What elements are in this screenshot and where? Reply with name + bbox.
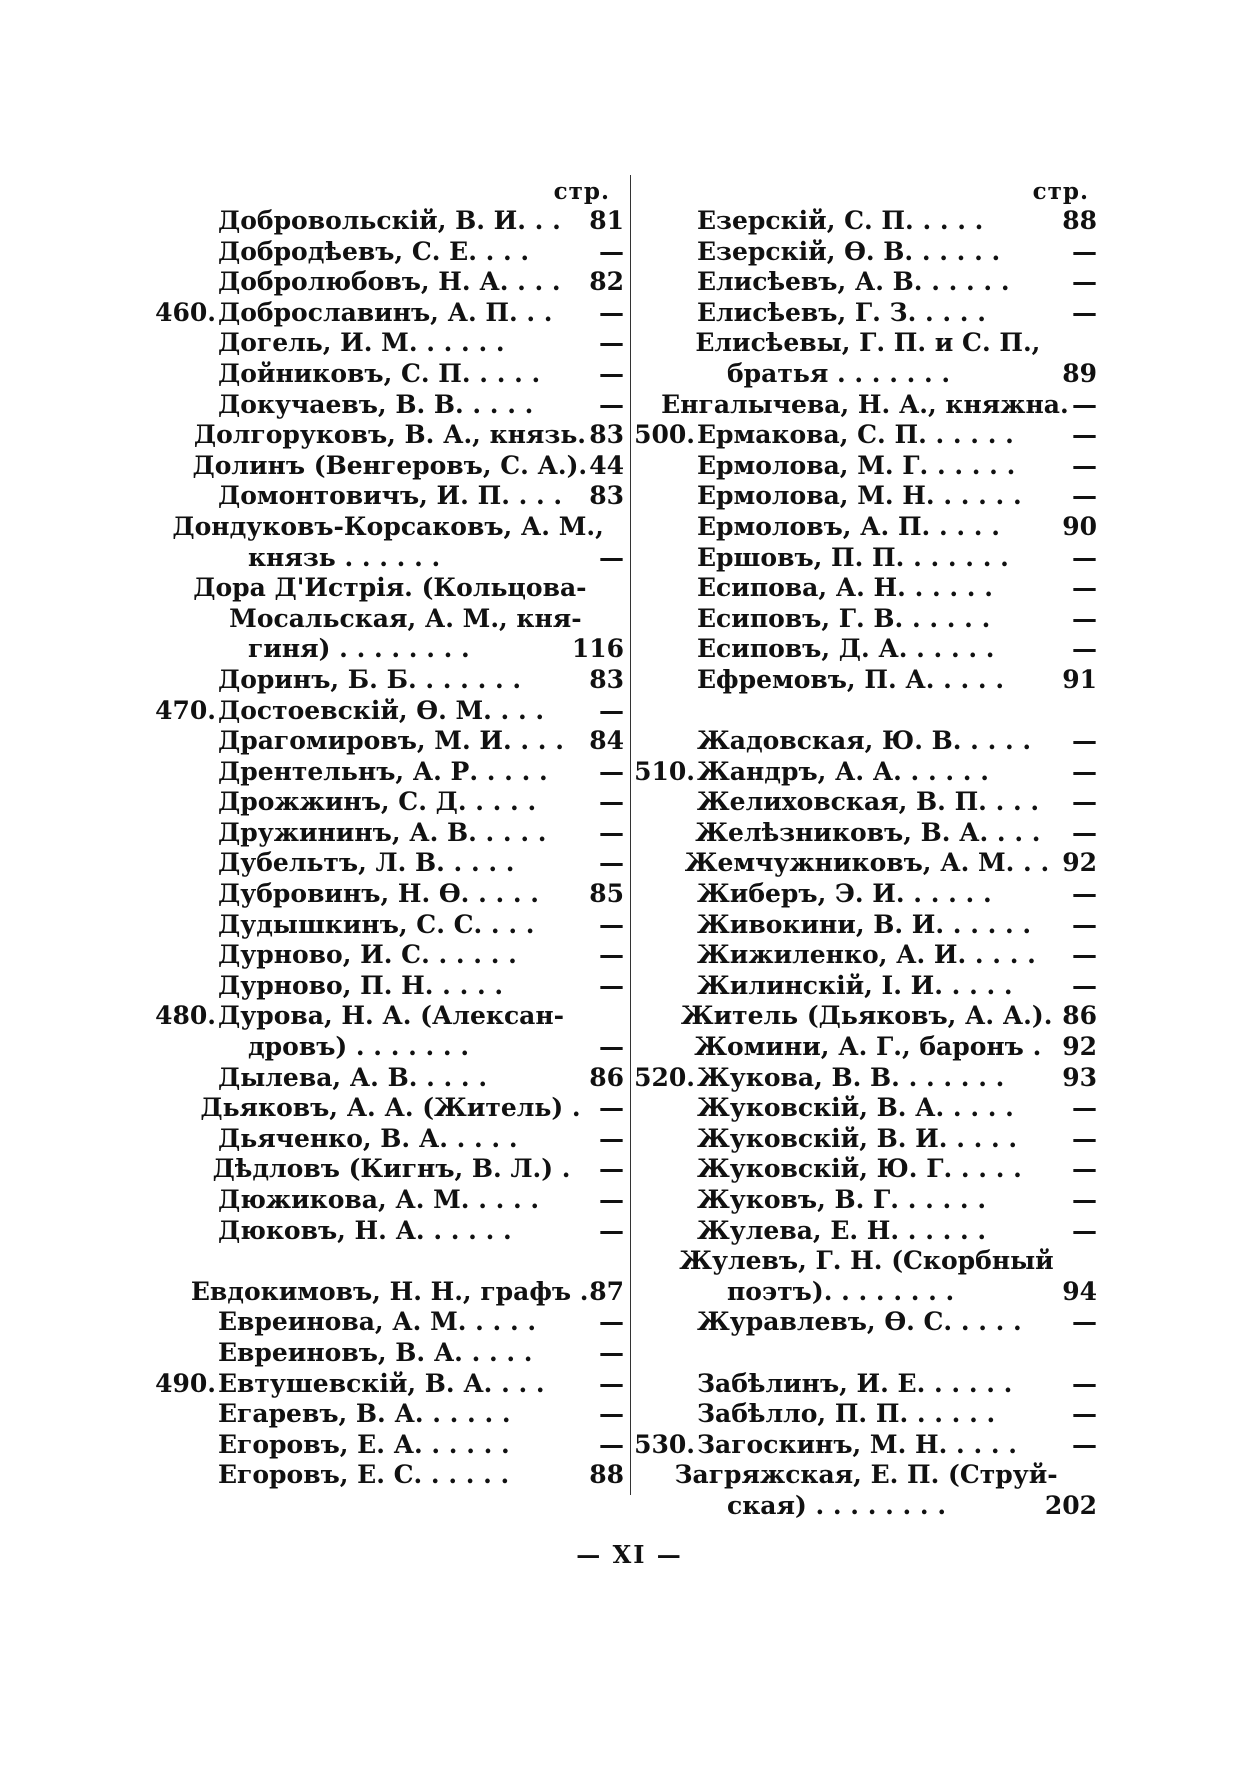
entry-name: Живокини, В. И. . . . . . (697, 909, 1032, 939)
index-entry (625, 1124, 1097, 1155)
entry-name: Жижиленко, А. И. . . . . (697, 940, 1036, 970)
index-entry (146, 1001, 624, 1032)
entry-name: Драгомировъ, М. И. . . . (218, 726, 564, 756)
entry-page: — (599, 1429, 624, 1459)
entry-page: — (599, 389, 624, 419)
entry-page: — (599, 1399, 624, 1429)
entry-name: Дурново, И. С. . . . . . (218, 940, 517, 970)
index-entry (146, 604, 624, 635)
index-entry (625, 573, 1097, 604)
entry-page: 81 (589, 206, 624, 235)
index-entry (146, 206, 624, 237)
entry-page: 90 (1062, 511, 1097, 541)
entry-page: 92 (1062, 1032, 1097, 1062)
entry-page: — (1072, 542, 1097, 572)
entry-name: Дубельтъ, Л. В. . . . . (218, 848, 515, 878)
entry-name: Забѣлло, П. П. . . . . . (697, 1399, 996, 1429)
index-entry (625, 328, 1097, 359)
entry-name: Жиберъ, Э. И. . . . . . (697, 879, 992, 909)
index-entry (625, 604, 1097, 635)
index-entry (625, 359, 1097, 390)
entry-name: Дурново, П. Н. . . . . (218, 970, 504, 1000)
entry-page: — (599, 1185, 624, 1214)
entry-page: — (1072, 787, 1097, 817)
index-entry (625, 1277, 1097, 1308)
entry-page: — (1072, 420, 1097, 450)
entry-name: Докучаевъ, В. В. . . . . (218, 389, 534, 419)
index-entry (625, 1369, 1097, 1400)
entry-page: — (1072, 1368, 1097, 1398)
entry-page: — (599, 1368, 624, 1398)
entry-page: 88 (589, 1460, 624, 1490)
entry-name: ская) . . . . . . . . (727, 1490, 947, 1520)
entry-name: Дойниковъ, С. П. . . . . (218, 358, 541, 388)
index-entry (625, 1032, 1097, 1063)
entry-page: — (1072, 879, 1097, 909)
entry-name: Есиповъ, Г. В. . . . . . (697, 603, 991, 633)
index-entry (625, 1185, 1097, 1216)
index-entry (146, 1216, 624, 1247)
index-entry (625, 1430, 1097, 1461)
entry-name: Жулевъ, Г. Н. (Скорбный (679, 1246, 1054, 1276)
entry-name: Долгоруковъ, В. А., князь. (193, 420, 587, 450)
index-entry (146, 1338, 624, 1369)
index-entry (625, 818, 1097, 849)
entry-name: Добролюбовъ, Н. А. . . . (218, 267, 561, 297)
index-entry (625, 481, 1097, 512)
section-gap (625, 696, 1097, 727)
entry-page: 91 (1062, 664, 1097, 694)
entry-page: — (599, 695, 624, 725)
index-entry (146, 1399, 624, 1430)
index-entry (146, 757, 624, 788)
entry-page: — (1072, 603, 1097, 633)
entry-name: Доринъ, Б. Б. . . . . . . (218, 664, 522, 694)
entry-page: — (599, 970, 624, 1000)
entry-name: Дьяченко, В. А. . . . . (218, 1123, 518, 1153)
index-entry (146, 573, 624, 604)
entry-page: — (599, 328, 624, 358)
index-entry (146, 359, 624, 390)
entry-page: — (1072, 726, 1097, 756)
entry-name: Журавлевъ, Ѳ. С. . . . . (697, 1307, 1022, 1337)
entry-name: Ермолова, М. Н. . . . . . (697, 481, 1022, 511)
entry-name: Егоровъ, Е. А. . . . . . (218, 1429, 510, 1459)
index-entry (146, 420, 624, 451)
entry-name: Евдокимовъ, Н. Н., графъ . (190, 1276, 589, 1306)
index-entry (146, 1430, 624, 1461)
entry-page: — (599, 358, 624, 388)
entry-page: — (1072, 481, 1097, 511)
index-entry (146, 879, 624, 910)
entry-page: — (599, 1093, 624, 1123)
index-entry (625, 1093, 1097, 1124)
index-entry (625, 512, 1097, 543)
index-entry (625, 1154, 1097, 1185)
index-entry (625, 1491, 1097, 1522)
entry-name: Загряжская, Е. П. (Струй- (674, 1460, 1058, 1490)
index-entry (625, 1399, 1097, 1430)
section-gap (625, 1338, 1097, 1369)
entry-name: Дора Д'Истрія. (Кольцова- (193, 573, 587, 603)
entry-page: — (599, 1215, 624, 1245)
entry-name: Дрентельнъ, А. Р. . . . . (218, 756, 548, 786)
index-entry (146, 1460, 624, 1491)
index-entry (625, 757, 1097, 788)
entry-page: — (1072, 817, 1097, 847)
index-entry (625, 910, 1097, 941)
entry-name: Доброславинъ, А. П. . . (218, 297, 553, 327)
entry-page: — (1072, 389, 1097, 419)
entry-name: Есипова, А. Н. . . . . . (697, 573, 993, 603)
entry-page: 82 (589, 267, 624, 297)
index-entry (146, 237, 624, 268)
entry-page: — (1072, 1093, 1097, 1123)
index-entry (146, 512, 624, 543)
index-entry (146, 1369, 624, 1400)
entry-page: — (1072, 634, 1097, 664)
entry-page: 89 (1062, 358, 1097, 388)
entry-name: Дѣдловъ (Кигнъ, В. Л.) . (212, 1154, 571, 1184)
entry-name: Езерскій, С. П. . . . . (697, 206, 984, 235)
entry-page: — (599, 1123, 624, 1153)
entry-page: — (599, 756, 624, 786)
index-entry (625, 879, 1097, 910)
entry-name: Дондуковъ-Корсаковъ, А. М., (172, 511, 604, 541)
entry-name: Добровольскій, В. И. . . (218, 206, 561, 235)
entry-name: Догель, И. М. . . . . . (218, 328, 505, 358)
entry-page: — (1072, 1429, 1097, 1459)
entry-name: Жуковъ, В. Г. . . . . . (697, 1185, 987, 1214)
index-entry (146, 298, 624, 329)
entry-page: 94 (1062, 1276, 1097, 1306)
entry-name: Дружининъ, А. В. . . . . (218, 817, 547, 847)
entry-name: Енгалычева, Н. А., княжна. (661, 389, 1069, 419)
entry-page: — (599, 817, 624, 847)
entry-number: 460. (155, 297, 216, 327)
entry-name: Ермолова, М. Г. . . . . . (697, 450, 1016, 480)
index-entry (146, 328, 624, 359)
entry-name: Егоровъ, Е. С. . . . . . (218, 1460, 510, 1490)
index-entry (146, 940, 624, 971)
entry-page: — (1072, 1399, 1097, 1429)
index-entry (146, 696, 624, 727)
entry-name: Ермоловъ, А. П. . . . . (697, 511, 1000, 541)
index-entry (625, 665, 1097, 696)
index-entry (625, 1216, 1097, 1247)
index-entry (625, 298, 1097, 329)
entry-name: Дьяковъ, А. А. (Житель) . (200, 1093, 581, 1123)
entry-page: 44 (589, 450, 624, 480)
index-entry (625, 971, 1097, 1002)
index-entry (146, 1307, 624, 1338)
page-column-header: стр. (553, 178, 610, 205)
entry-page: — (1072, 236, 1097, 266)
index-entry (146, 848, 624, 879)
index-entry (146, 1277, 624, 1308)
index-entry (146, 481, 624, 512)
entry-page: 88 (1062, 206, 1097, 235)
index-entry (625, 543, 1097, 574)
index-entry (625, 1063, 1097, 1094)
entry-name: Елисѣевъ, Г. З. . . . . (697, 297, 986, 327)
index-entry (146, 787, 624, 818)
entry-number: 490. (155, 1368, 216, 1398)
index-entry (146, 1063, 624, 1094)
entry-name: Евтушевскій, В. А. . . . (218, 1368, 545, 1398)
entry-name: князь . . . . . . (248, 542, 441, 572)
entry-page: — (1072, 1307, 1097, 1337)
entry-page: 87 (589, 1276, 624, 1306)
entry-page: 83 (589, 420, 624, 450)
entry-name: Жомини, А. Г., баронъ . (694, 1032, 1042, 1062)
entry-number: 530. (634, 1429, 695, 1459)
entry-page: — (599, 297, 624, 327)
index-entry (146, 726, 624, 757)
entry-number: 480. (155, 1001, 216, 1031)
entry-name: Дюковъ, Н. А. . . . . . (218, 1215, 512, 1245)
entry-page: — (1072, 756, 1097, 786)
index-entry (625, 787, 1097, 818)
index-entry (146, 267, 624, 298)
index-entry (146, 1032, 624, 1063)
index-entry (625, 267, 1097, 298)
index-entry (146, 451, 624, 482)
entry-page: 86 (589, 1062, 624, 1092)
index-entry (146, 910, 624, 941)
entry-page: — (599, 1032, 624, 1062)
index-entry (146, 665, 624, 696)
entry-name: поэтъ). . . . . . . . (727, 1276, 955, 1306)
entry-name: Жадовская, Ю. В. . . . . (697, 726, 1032, 756)
entry-page: — (1072, 267, 1097, 297)
entry-page: — (599, 236, 624, 266)
index-column-left (146, 178, 624, 1491)
index-entry (146, 390, 624, 421)
index-entry (146, 1185, 624, 1216)
entry-number: 520. (634, 1062, 695, 1092)
index-entry (146, 971, 624, 1002)
entry-name: Елисѣевъ, А. В. . . . . . (697, 267, 1010, 297)
entry-name: Евреиновъ, В. А. . . . . (218, 1337, 533, 1367)
index-entry (146, 1154, 624, 1185)
entry-name: Дрожжинъ, С. Д. . . . . (218, 787, 537, 817)
entry-page: — (599, 787, 624, 817)
entry-name: Загоскинъ, М. Н. . . . . (697, 1429, 1017, 1459)
index-entry (625, 634, 1097, 665)
entry-name: братья . . . . . . . (727, 358, 951, 388)
entry-name: Дубровинъ, Н. Ѳ. . . . . (218, 879, 539, 909)
index-entry (146, 818, 624, 849)
entry-page: — (1072, 1123, 1097, 1153)
index-entry (625, 1307, 1097, 1338)
entry-name: Жулева, Е. Н. . . . . . (697, 1215, 987, 1245)
entry-name: Жандръ, А. А. . . . . . (697, 756, 989, 786)
entry-page: 84 (589, 726, 624, 756)
entry-page: — (599, 909, 624, 939)
index-entry (146, 1093, 624, 1124)
index-entry (625, 206, 1097, 237)
index-entry (625, 848, 1097, 879)
index-entry (625, 420, 1097, 451)
index-column-right (625, 178, 1097, 1522)
index-entry (146, 543, 624, 574)
index-entry (625, 451, 1097, 482)
entry-name: Жуковскій, В. А. . . . . (697, 1093, 1014, 1123)
index-entry (146, 634, 624, 665)
entry-name: Жукова, В. В. . . . . . . (697, 1062, 1005, 1092)
entry-name: Ершовъ, П. П. . . . . . . (697, 542, 1009, 572)
entry-page: — (1072, 909, 1097, 939)
entry-name: Мосальская, А. М., кня- (229, 603, 582, 633)
entry-page: — (1072, 1154, 1097, 1184)
entry-name: Достоевскій, Ѳ. М. . . . (218, 695, 545, 725)
entry-name: Забѣлинъ, И. Е. . . . . . (697, 1368, 1013, 1398)
entry-name: Житель (Дьяковъ, А. А.). (680, 1001, 1053, 1031)
entry-name: Жемчужниковъ, А. М. . . (684, 848, 1050, 878)
section-gap (146, 1246, 624, 1277)
entry-number: 500. (634, 420, 695, 450)
entry-page: — (1072, 940, 1097, 970)
entry-page: 116 (571, 634, 624, 664)
entry-page: 86 (1062, 1001, 1097, 1031)
index-entry (625, 1001, 1097, 1032)
entry-page: 83 (589, 664, 624, 694)
entry-name: Ефремовъ, П. А. . . . . (697, 664, 1005, 694)
entry-number: 510. (634, 756, 695, 786)
index-entry (625, 1246, 1097, 1277)
entry-page: — (599, 1307, 624, 1337)
entry-page: 202 (1044, 1490, 1097, 1520)
index-entry (625, 1460, 1097, 1491)
entry-name: Долинъ (Венгеровъ, С. А.). (192, 450, 588, 480)
entry-page: — (599, 848, 624, 878)
entry-name: Есиповъ, Д. А. . . . . . (697, 634, 995, 664)
entry-name: Дылева, А. В. . . . . (218, 1062, 488, 1092)
entry-name: Дудышкинъ, С. С. . . . (218, 909, 535, 939)
index-entry (625, 940, 1097, 971)
entry-name: Егаревъ, В. А. . . . . . (218, 1399, 511, 1429)
entry-name: Добродѣевъ, С. Е. . . . (218, 236, 530, 266)
page-column-header: стр. (1032, 178, 1089, 205)
entry-name: Желѣзниковъ, В. А. . . . (695, 817, 1041, 847)
entry-page: — (1072, 1185, 1097, 1214)
entry-page: 92 (1062, 848, 1097, 878)
entry-page: — (1072, 450, 1097, 480)
entry-name: Евреинова, А. М. . . . . (218, 1307, 537, 1337)
entry-page: — (1072, 297, 1097, 327)
entry-page: — (599, 1154, 624, 1184)
index-entry (625, 237, 1097, 268)
entry-name: Жилинскій, І. И. . . . . (697, 970, 1013, 1000)
entry-page: 93 (1062, 1062, 1097, 1092)
entry-page: — (1072, 1215, 1097, 1245)
entry-name: Елисѣевы, Г. П. и С. П., (695, 328, 1041, 358)
entry-page: — (599, 542, 624, 572)
entry-name: гиня) . . . . . . . . (248, 634, 470, 664)
entry-name: Дурова, Н. А. (Алексан- (218, 1001, 565, 1031)
entry-name: Ермакова, С. П. . . . . . (697, 420, 1014, 450)
index-entry (146, 1124, 624, 1155)
entry-number: 470. (155, 695, 216, 725)
entry-page: — (1072, 970, 1097, 1000)
entry-name: дровъ) . . . . . . . (248, 1032, 470, 1062)
entry-name: Дюжикова, А. М. . . . . (218, 1185, 540, 1214)
entry-page: 83 (589, 481, 624, 511)
entry-page: — (1072, 573, 1097, 603)
entry-name: Жуковскій, В. И. . . . . (697, 1123, 1018, 1153)
entry-name: Домонтовичъ, И. П. . . . (218, 481, 563, 511)
index-entry (625, 390, 1097, 421)
entry-name: Жуковскій, Ю. Г. . . . . (697, 1154, 1022, 1184)
page-number-footer: — XI — (576, 1540, 683, 1569)
index-entry (625, 726, 1097, 757)
entry-page: — (599, 940, 624, 970)
entry-name: Езерскій, Ѳ. В. . . . . . (697, 236, 1001, 266)
entry-name: Желиховская, В. П. . . . (696, 787, 1040, 817)
entry-page: — (599, 1337, 624, 1367)
entry-page: 85 (589, 879, 624, 909)
